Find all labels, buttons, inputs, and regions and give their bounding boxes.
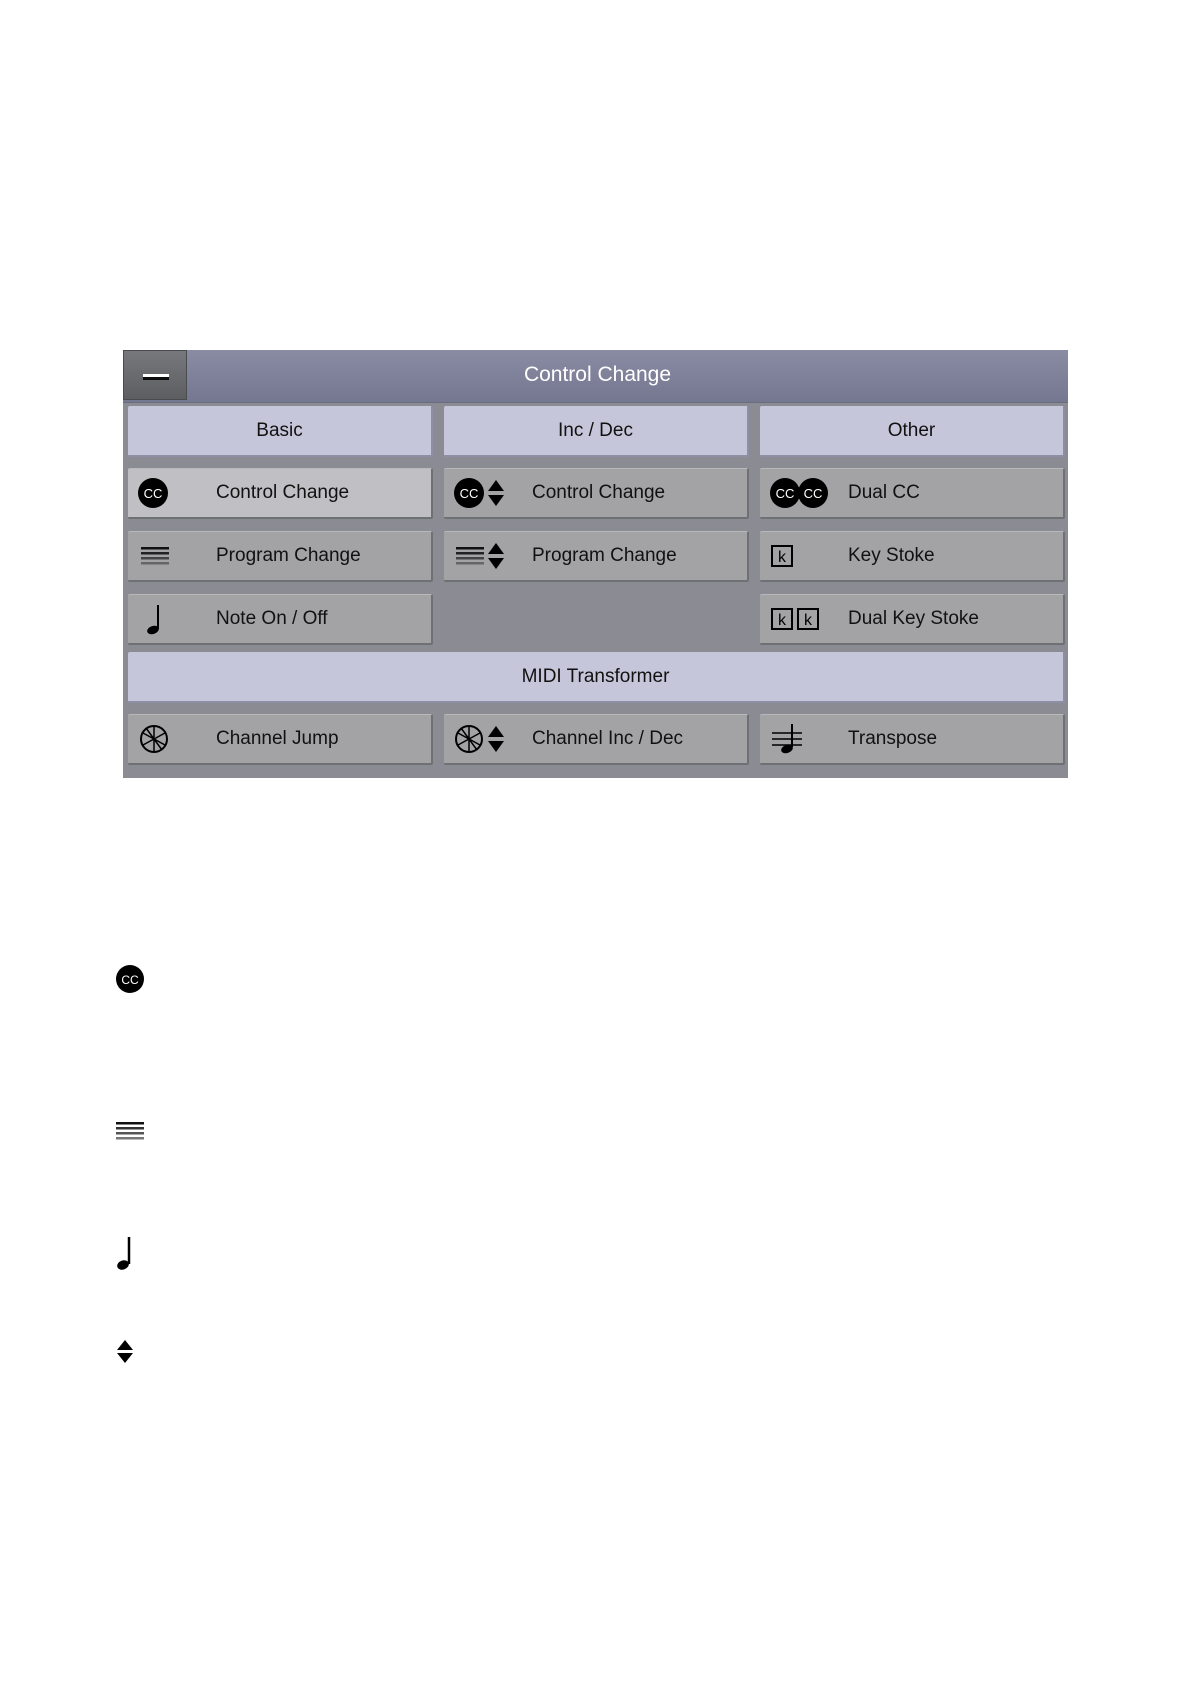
title-bar (123, 350, 1068, 403)
svg-text:CC: CC (143, 486, 163, 501)
window-title: Control Change (523, 363, 672, 386)
transpose-icon (770, 723, 840, 755)
channel-jump-button[interactable] (128, 714, 433, 765)
channel-inc-dec-button[interactable] (444, 714, 749, 765)
inc-dec-arrows-icon (114, 1338, 136, 1366)
svg-text:CC: CC (121, 973, 139, 987)
minimize-icon (143, 374, 169, 380)
tab-basic[interactable]: Basic (128, 406, 433, 457)
program-change-inc-dec-icon (454, 540, 524, 572)
cc-inc-dec-icon (454, 477, 524, 509)
key-icon (770, 540, 840, 572)
svg-text:k: k (804, 612, 812, 629)
dual-key-icon (770, 603, 840, 635)
button-label: Channel Jump (216, 728, 339, 749)
channel-inc-dec-icon (454, 723, 524, 755)
svg-text:k: k (778, 549, 786, 566)
dual-cc-button[interactable] (760, 468, 1065, 519)
note-on-off-button[interactable] (128, 594, 433, 645)
collapse-button[interactable] (123, 350, 187, 400)
button-label: Dual Key Stoke (848, 608, 979, 629)
button-label: Control Change (532, 482, 666, 503)
button-label: Key Stoke (848, 545, 935, 566)
svg-text:CC: CC (803, 486, 823, 501)
channel-globe-icon (138, 723, 208, 755)
program-change-icon (114, 1120, 146, 1142)
transpose-button[interactable] (760, 714, 1065, 765)
button-label: Program Change (216, 545, 361, 566)
button-label: Transpose (848, 728, 938, 749)
basic-program-change-button[interactable] (128, 531, 433, 582)
incdec-control-change-button[interactable] (444, 468, 749, 519)
tab-midi-transformer[interactable]: MIDI Transformer (128, 652, 1065, 703)
program-change-icon (138, 540, 208, 572)
button-label: Program Change (532, 545, 677, 566)
tab-other[interactable]: Other (760, 406, 1065, 457)
button-label: Dual CC (848, 482, 920, 503)
dual-key-stoke-button[interactable] (760, 594, 1065, 645)
svg-text:CC: CC (775, 486, 795, 501)
basic-control-change-button[interactable] (128, 468, 433, 519)
tab-inc-dec[interactable]: Inc / Dec (444, 406, 749, 457)
button-label: Note On / Off (216, 608, 328, 629)
key-stoke-button[interactable] (760, 531, 1065, 582)
svg-text:k: k (778, 612, 786, 629)
button-label: Channel Inc / Dec (532, 728, 684, 749)
dual-cc-icon (770, 477, 840, 509)
cc-icon (114, 963, 146, 995)
quarter-note-icon (114, 1235, 138, 1271)
quarter-note-icon (138, 603, 208, 635)
svg-text:CC: CC (459, 486, 479, 501)
control-change-panel (123, 350, 1068, 778)
cc-icon (138, 477, 208, 509)
button-label: Control Change (216, 482, 350, 503)
incdec-program-change-button[interactable] (444, 531, 749, 582)
